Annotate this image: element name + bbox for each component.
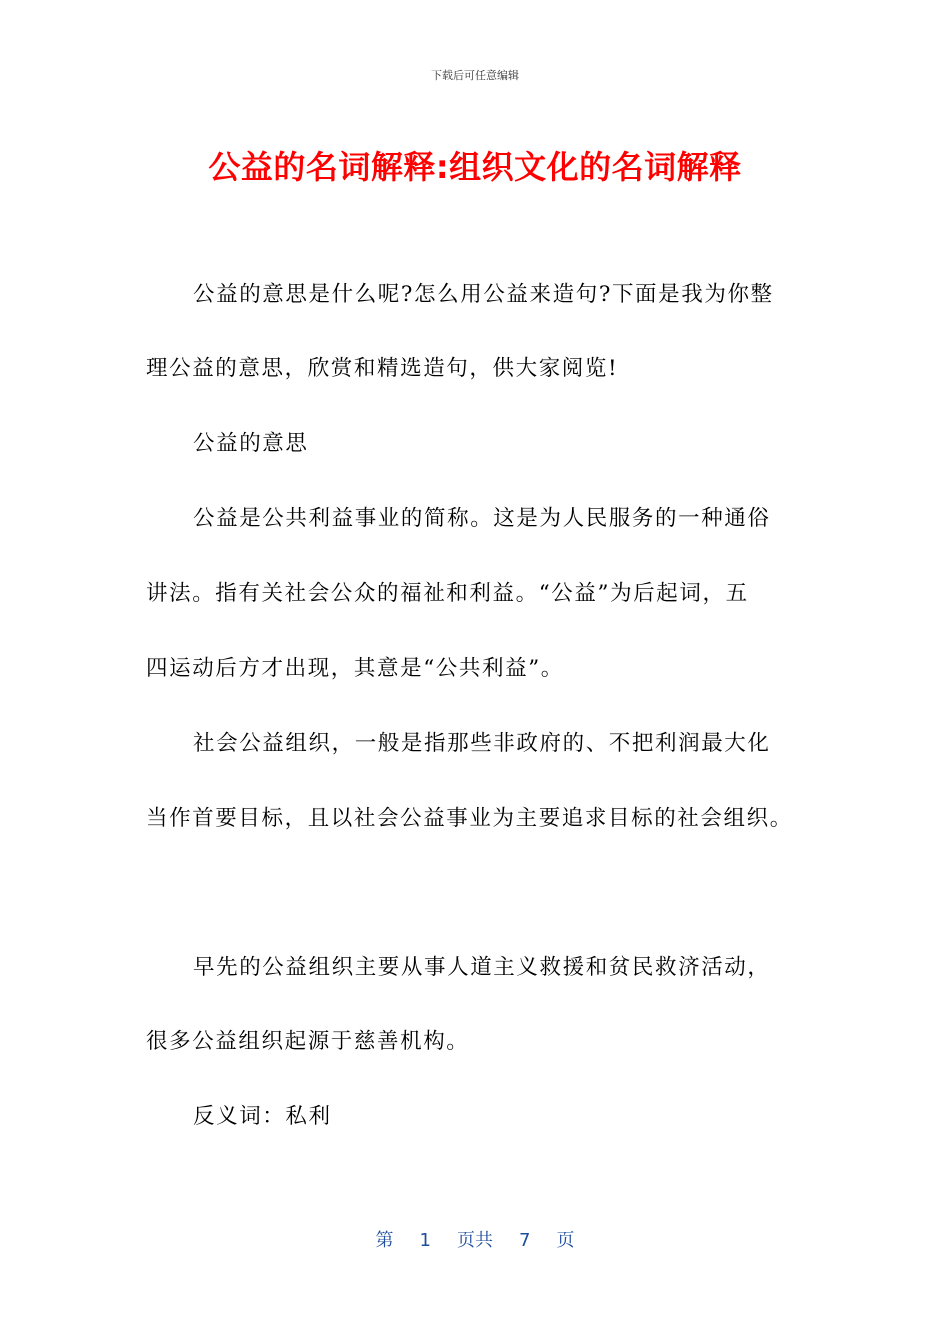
paragraph-line: 公益是公共利益事业的简称。这是为人民服务的一种通俗 — [193, 506, 771, 531]
total-pages-number: 7 — [519, 1230, 531, 1251]
paragraph-line: 很多公益组织起源于慈善机构。 — [146, 1029, 470, 1054]
page-suffix: 页 — [556, 1230, 575, 1251]
paragraph-line: 理公益的意思，欣赏和精选造句，供大家阅览! — [146, 356, 619, 381]
paragraph-line: 讲法。指有关社会公众的福祉和利益。“公益”为后起词，五 — [146, 581, 749, 606]
header-note: 下载后可任意编辑 — [431, 69, 519, 82]
page-mid-label: 页共 — [457, 1230, 493, 1251]
paragraph-line: 早先的公益组织主要从事人道主义救援和贫民救济活动， — [193, 955, 771, 980]
paragraph-line: 公益的意思 — [193, 431, 309, 456]
paragraph-line: 当作首要目标，且以社会公益事业为主要追求目标的社会组织。 — [146, 806, 793, 831]
page-prefix: 第 — [375, 1230, 394, 1251]
paragraph-line: 四运动后方才出现，其意是“公共利益”。 — [146, 656, 564, 681]
paragraph-line: 公益的意思是什么呢?怎么用公益来造句?下面是我为你整 — [193, 282, 774, 307]
paragraph-line: 社会公益组织，一般是指那些非政府的、不把利润最大化 — [193, 731, 771, 756]
page-number-footer — [0, 1226, 950, 1252]
paragraph-line: 反义词：私利 — [193, 1104, 332, 1129]
current-page-number: 1 — [419, 1230, 431, 1251]
document-title: 公益的名词解释:组织文化的名词解释 — [208, 148, 742, 186]
